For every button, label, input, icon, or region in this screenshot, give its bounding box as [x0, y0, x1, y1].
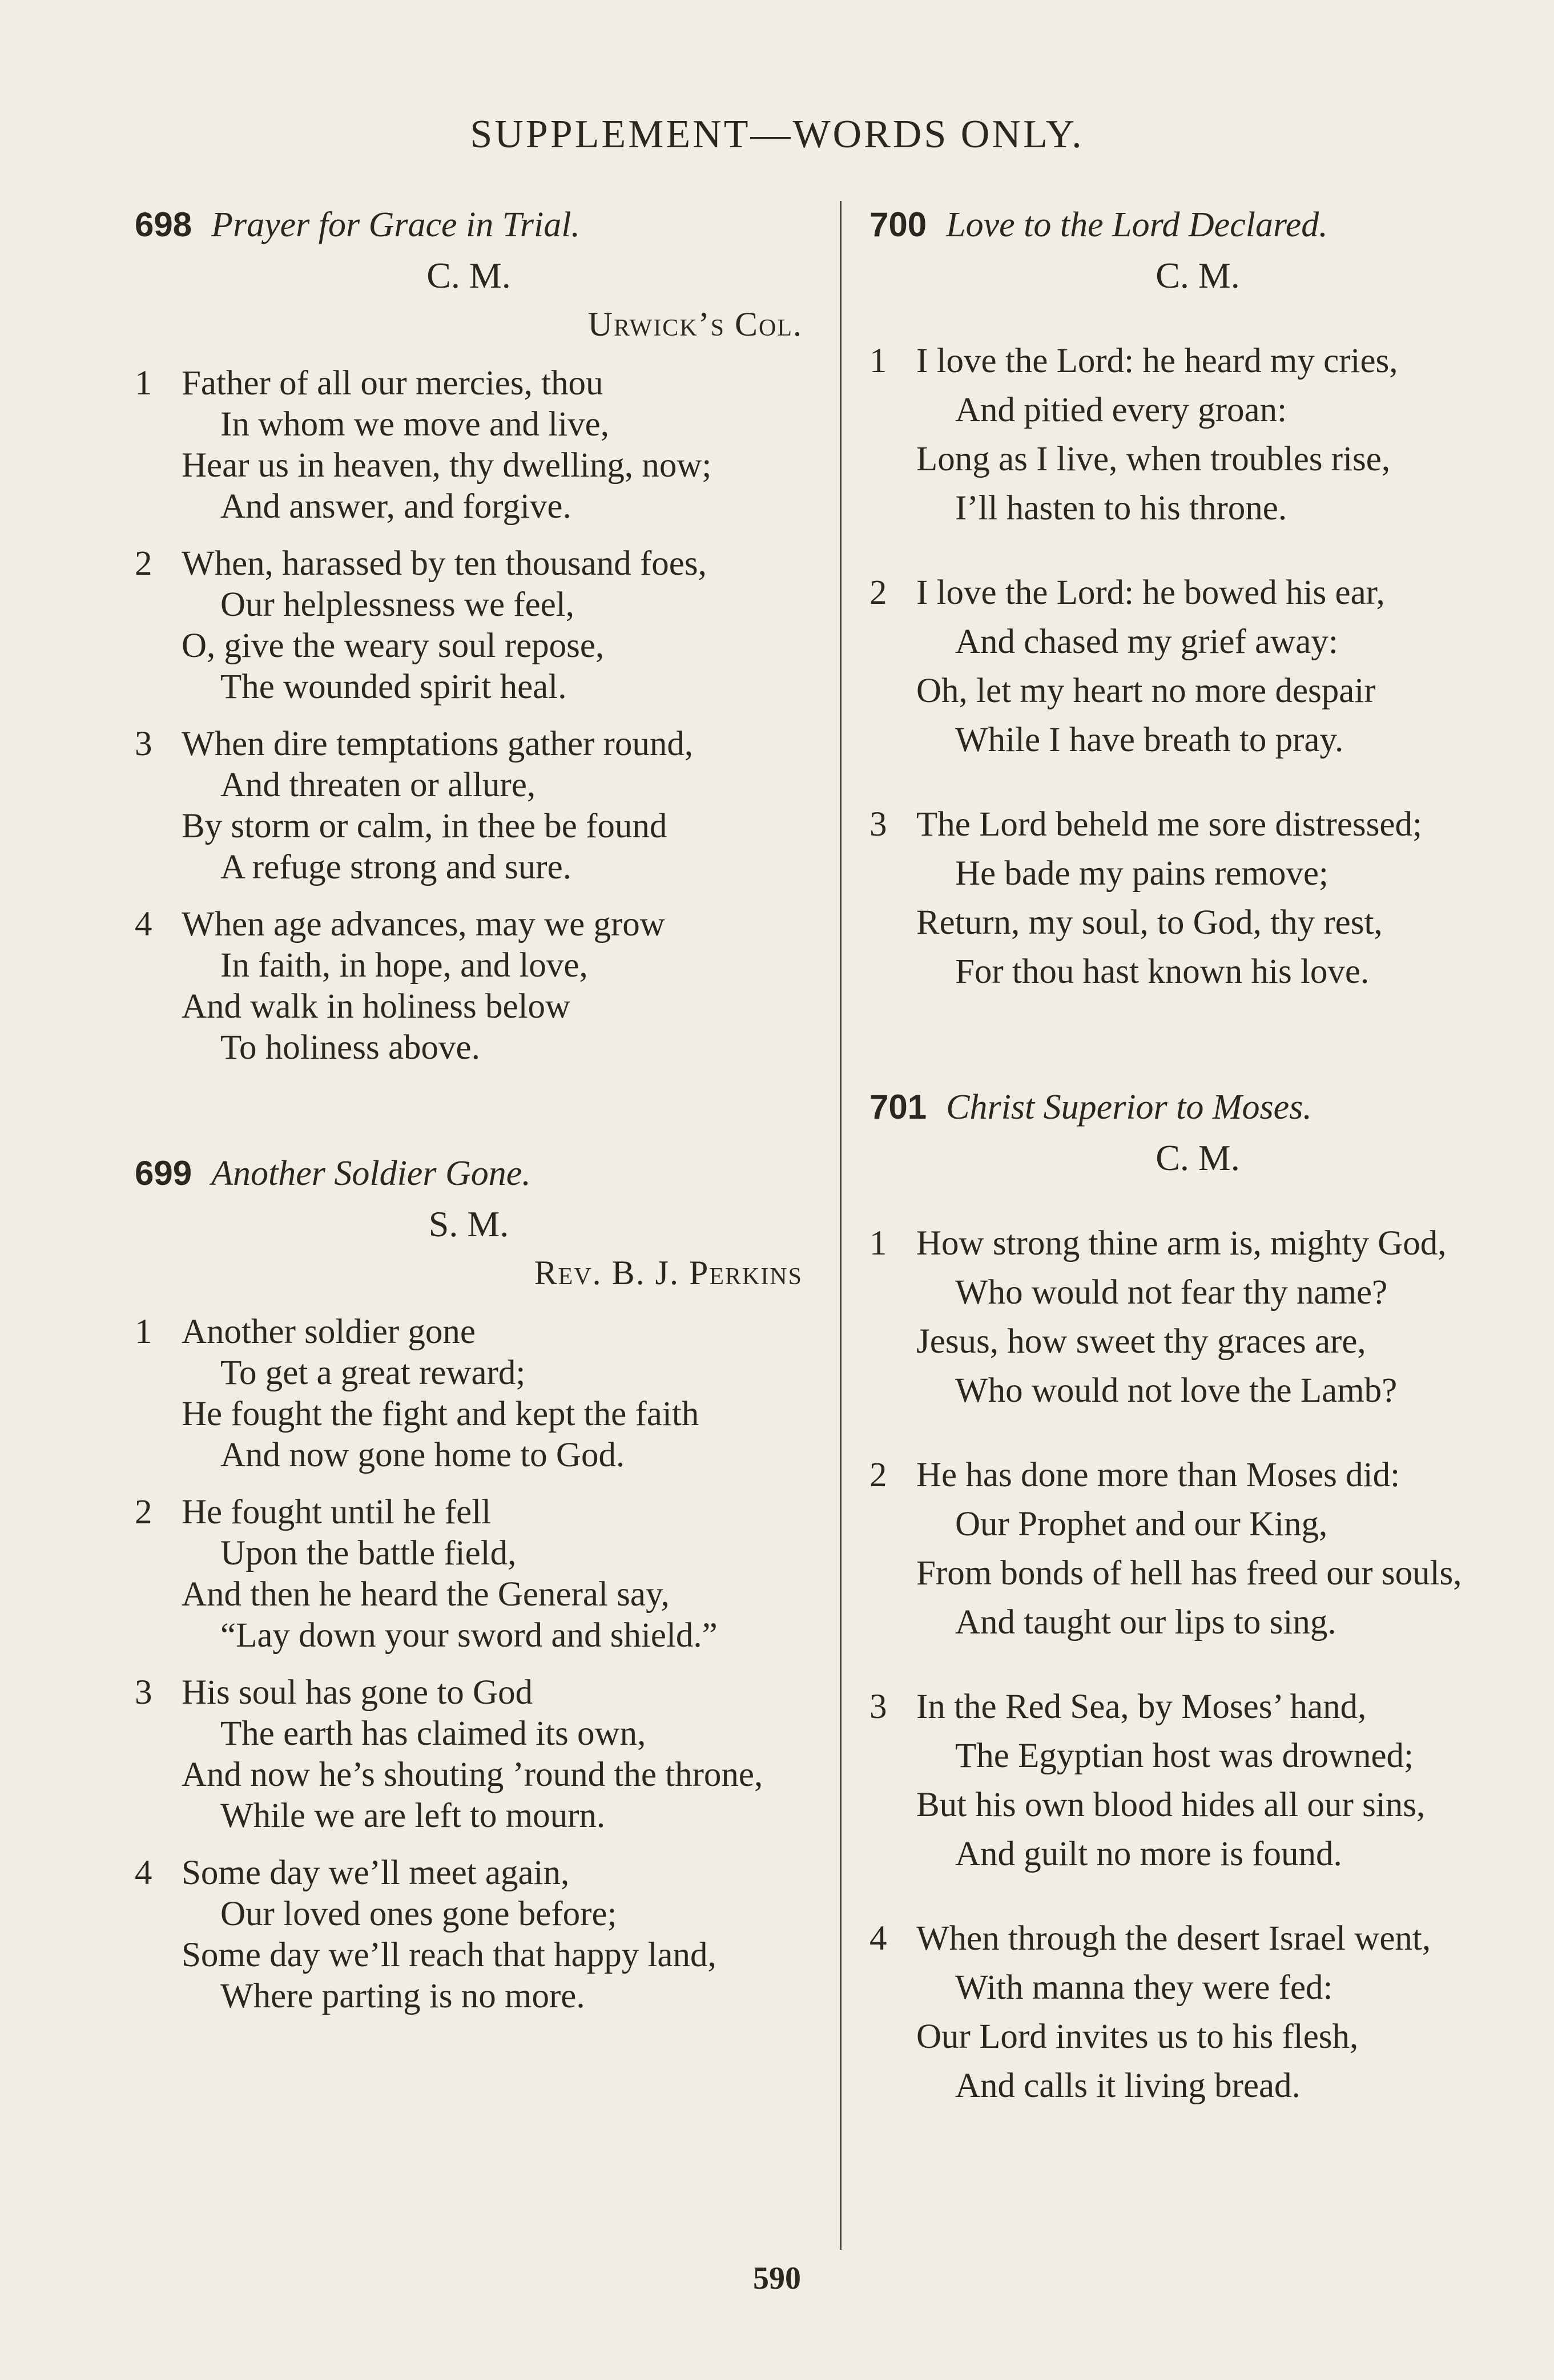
verse-line	[135, 1312, 803, 1353]
hymn-heading	[869, 1082, 1526, 1132]
verse-line-text: Some day we’ll reach that happy land,	[182, 1936, 716, 1974]
verse-line	[135, 1894, 803, 1935]
verse	[135, 1312, 803, 1476]
hymn-number: 701	[869, 1088, 927, 1126]
verse	[135, 543, 803, 708]
verse-line	[869, 716, 1526, 765]
verse	[135, 904, 803, 1068]
verse-line-text: And pitied every groan:	[955, 391, 1287, 429]
verse-line-text: And taught our lips to sing.	[955, 1603, 1336, 1641]
hymn-meter: S. M.	[428, 1204, 509, 1244]
verse-line	[135, 1615, 803, 1656]
verse-line-text: And walk in holiness below	[182, 987, 571, 1026]
verse-number: 1	[135, 1313, 152, 1351]
verse-line-text: But his own blood hides all our sins,	[916, 1786, 1426, 1824]
hymn-title: Christ Superior to Moses.	[946, 1088, 1312, 1127]
verse-line-text: Father of all our mercies, thou	[182, 364, 603, 402]
verse-number: 3	[869, 1688, 887, 1726]
hymn	[869, 200, 1526, 997]
verse-line-text: When age advances, may we grow	[182, 905, 665, 943]
hymn-meter: C. M.	[1156, 1137, 1240, 1178]
verse-line-text: Upon the battle field,	[220, 1534, 517, 1572]
verse-line-text: To get a great reward;	[220, 1354, 526, 1392]
verse-line	[135, 1853, 803, 1894]
verse-line-text: “Lay down your sword and shield.”	[220, 1616, 718, 1655]
verse-line	[869, 667, 1526, 716]
verse-line-text: O, give the weary soul repose,	[182, 627, 605, 665]
verse-line	[135, 363, 803, 404]
verse-number: 4	[135, 1854, 152, 1892]
verse-line	[135, 486, 803, 527]
verse-line-text: And threaten or allure,	[220, 766, 536, 804]
verse-line-text: In the Red Sea, by Moses’ hand,	[916, 1688, 1367, 1726]
verse-line	[869, 1914, 1526, 1963]
left-column	[135, 200, 803, 2097]
verse-line	[869, 2062, 1526, 2111]
verse-line	[135, 1533, 803, 1574]
right-column	[869, 200, 1526, 2196]
verse-line-text: And now he’s shouting ’round the throne,	[182, 1756, 763, 1794]
verse-line	[869, 1451, 1526, 1500]
verse	[135, 1492, 803, 1656]
verse-line-text: From bonds of hell has freed our souls,	[916, 1554, 1462, 1592]
verse-line-text: To holiness above.	[220, 1028, 480, 1067]
verse-line	[135, 1574, 803, 1615]
verse-line-text: He has done more than Moses did:	[916, 1456, 1400, 1494]
verse-line-text: Another soldier gone	[182, 1313, 476, 1351]
verse-line-text: Hear us in heaven, thy dwelling, now;	[182, 446, 712, 485]
verse-line-text: When, harassed by ten thousand foes,	[182, 544, 707, 583]
verse-line	[135, 667, 803, 708]
verse-line-text: Our helplessness we feel,	[220, 586, 574, 624]
verse-line-text: A refuge strong and sure.	[220, 848, 571, 886]
verse-line	[869, 1366, 1526, 1415]
verse-line	[869, 1732, 1526, 1781]
verse-line	[135, 986, 803, 1027]
verse-number: 4	[869, 1919, 887, 1958]
verse-line	[135, 724, 803, 765]
verse-line-text: And answer, and forgive.	[220, 487, 571, 526]
verse-line	[869, 568, 1526, 618]
verse-line	[135, 1435, 803, 1476]
verse	[135, 724, 803, 888]
verse-line	[135, 584, 803, 626]
verse-line	[869, 2012, 1526, 2062]
verse-line	[135, 404, 803, 445]
hymn-heading	[869, 200, 1526, 250]
verse-line	[135, 1935, 803, 1976]
verse-line-text: The earth has claimed its own,	[220, 1715, 646, 1753]
verse-number: 2	[135, 1493, 152, 1531]
hymn-meter: C. M.	[1156, 255, 1240, 296]
verse-line-text: I love the Lord: he heard my cries,	[916, 342, 1398, 380]
verse-line-text: Oh, let my heart no more despair	[916, 672, 1376, 710]
verse-line	[135, 1976, 803, 2017]
verse-line-text: And guilt no more is found.	[955, 1835, 1342, 1873]
verse-number: 3	[135, 725, 152, 763]
verse-line-text: In faith, in hope, and love,	[220, 946, 588, 985]
verse-line	[869, 435, 1526, 484]
verse-line	[869, 800, 1526, 849]
verse-line	[869, 947, 1526, 997]
verse-line	[869, 1500, 1526, 1549]
hymn	[135, 1148, 803, 2017]
verse-line-text: And then he heard the General say,	[182, 1575, 670, 1613]
verse	[869, 1219, 1526, 1415]
verse-number: 3	[869, 805, 887, 844]
verse-line	[135, 1353, 803, 1394]
verse-line-text: Our loved ones gone before;	[220, 1895, 617, 1933]
verse-number: 1	[869, 1224, 887, 1262]
hymn-author: Rev. B. J. Perkins	[534, 1254, 803, 1292]
verse-line	[135, 1027, 803, 1068]
verse-line	[135, 1492, 803, 1533]
hymn-number: 699	[135, 1154, 192, 1192]
verse-line	[869, 1268, 1526, 1317]
verse-line-text: Where parting is no more.	[220, 1977, 585, 2015]
verse-line-text: I’ll hasten to his throne.	[955, 489, 1287, 527]
verse-line-text: Our Lord invites us to his flesh,	[916, 2018, 1359, 2056]
verse-number: 2	[869, 1456, 887, 1494]
verse-number: 4	[135, 905, 152, 943]
verse-line	[869, 337, 1526, 386]
verse-line	[135, 1672, 803, 1713]
verse-line-text: While I have breath to pray.	[955, 721, 1344, 759]
verse-line	[135, 1796, 803, 1837]
verse-number: 1	[135, 364, 152, 402]
verse	[869, 337, 1526, 533]
hymn-title: Prayer for Grace in Trial.	[211, 205, 580, 244]
verse-line-text: The Lord beheld me sore distressed;	[916, 805, 1422, 844]
verse	[869, 800, 1526, 997]
hymn-heading	[135, 1148, 803, 1199]
verse-number: 2	[135, 544, 152, 583]
verse-line-text: Long as I live, when troubles rise,	[916, 440, 1391, 478]
verse-line-text: Who would not love the Lamb?	[955, 1371, 1398, 1410]
verse	[869, 568, 1526, 765]
verse-number: 2	[869, 574, 887, 612]
verse-line-text: He bade my pains remove;	[955, 854, 1328, 893]
verse-line	[869, 1317, 1526, 1366]
verse-line-text: With manna they were fed:	[955, 1968, 1333, 2007]
verse-line	[869, 618, 1526, 667]
verse	[135, 363, 803, 527]
verse-line	[135, 1394, 803, 1435]
verse-line	[135, 945, 803, 986]
verse-line	[869, 1781, 1526, 1830]
verse-line-text: His soul has gone to God	[182, 1673, 533, 1712]
verse-line-text: Our Prophet and our King,	[955, 1505, 1328, 1543]
verse-line	[869, 1549, 1526, 1598]
verse-line-text: Return, my soul, to God, thy rest,	[916, 903, 1383, 942]
verse-line	[869, 1219, 1526, 1268]
verse-line	[869, 1598, 1526, 1647]
hymn-title: Another Soldier Gone.	[211, 1154, 531, 1193]
verse-line	[135, 806, 803, 847]
verse	[869, 1683, 1526, 1879]
verse-line	[135, 543, 803, 584]
verse-line-text: He fought until he fell	[182, 1493, 492, 1531]
verse	[135, 1853, 803, 2017]
verse-line-text: In whom we move and live,	[220, 405, 610, 443]
page-number: 590	[753, 2261, 801, 2296]
verse-line-text: The wounded spirit heal.	[220, 668, 567, 706]
hymn-number: 698	[135, 205, 192, 244]
column-divider	[840, 201, 842, 2250]
verse-line-text: The Egyptian host was drowned;	[955, 1737, 1414, 1775]
verse-line-text: For thou hast known his love.	[955, 953, 1370, 991]
page-header: SUPPLEMENT—WORDS ONLY.	[470, 112, 1084, 156]
verse-line-text: And now gone home to God.	[220, 1436, 625, 1474]
verse	[869, 1451, 1526, 1647]
verse-line	[869, 849, 1526, 898]
verse	[135, 1672, 803, 1837]
hymn-number: 700	[869, 205, 927, 244]
verse-line	[135, 445, 803, 486]
verse-line-text: While we are left to mourn.	[220, 1797, 606, 1835]
verse-line-text: When through the desert Israel went,	[916, 1919, 1431, 1958]
verse-line-text: And calls it living bread.	[955, 2067, 1301, 2105]
verse-line	[869, 1830, 1526, 1879]
hymn	[869, 1082, 1526, 2111]
verse-line-text: How strong thine arm is, mighty God,	[916, 1224, 1447, 1262]
verse-line	[869, 1683, 1526, 1732]
verse-line	[135, 626, 803, 667]
verse-line	[135, 847, 803, 888]
verse-line	[869, 1963, 1526, 2012]
verse-number: 3	[135, 1673, 152, 1712]
verse	[869, 1914, 1526, 2111]
hymn-heading	[135, 200, 803, 250]
verse-line-text: By storm or calm, in thee be found	[182, 807, 667, 845]
verse-line	[869, 898, 1526, 947]
verse-line-text: And chased my grief away:	[955, 623, 1338, 661]
verse-line	[135, 1754, 803, 1796]
verse-line-text: Some day we’ll meet again,	[182, 1854, 570, 1892]
hymn-meter: C. M.	[426, 255, 511, 296]
verse-line-text: Who would not fear thy name?	[955, 1273, 1388, 1312]
verse-line	[135, 765, 803, 806]
verse-line	[869, 484, 1526, 533]
verse-number: 1	[869, 342, 887, 380]
verse-line-text: He fought the fight and kept the faith	[182, 1395, 699, 1433]
hymn-title: Love to the Lord Declared.	[946, 205, 1328, 244]
verse-line	[135, 904, 803, 945]
verse-line-text: When dire temptations gather round,	[182, 725, 694, 763]
hymn-author: Urwick’s Col.	[587, 305, 803, 343]
verse-line-text: I love the Lord: he bowed his ear,	[916, 574, 1385, 612]
verse-line	[869, 386, 1526, 435]
verse-line	[135, 1713, 803, 1754]
hymn	[135, 200, 803, 1068]
verse-line-text: Jesus, how sweet thy graces are,	[916, 1322, 1366, 1361]
